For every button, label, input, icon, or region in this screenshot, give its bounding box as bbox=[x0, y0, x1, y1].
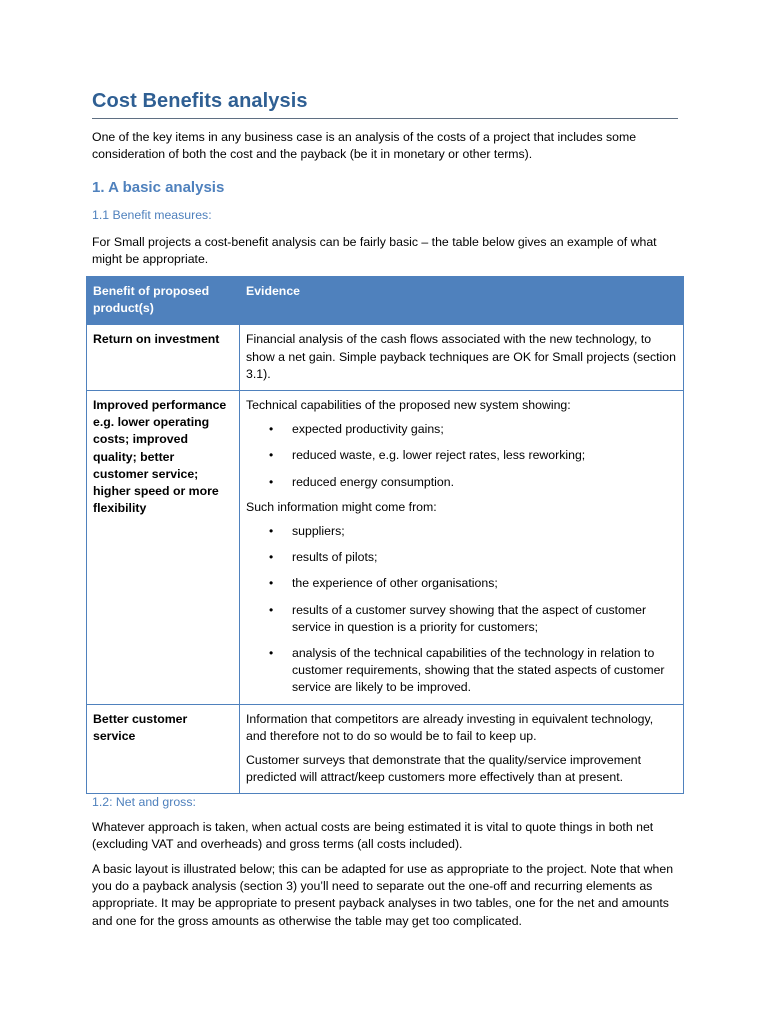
title-underline bbox=[92, 118, 678, 119]
list-item: • results of a customer survey showing that the aspect of customer service in question is a priority for customers; bbox=[269, 602, 647, 634]
section-1-heading: 1. A basic analysis bbox=[92, 179, 225, 196]
list-item: • reduced waste, e.g. lower reject rates, less reworking; bbox=[246, 447, 677, 464]
row-3-benefit: Better customer service bbox=[87, 704, 240, 794]
benefits-table bbox=[86, 276, 684, 794]
header-evidence: Evidence bbox=[240, 277, 684, 325]
section-1-1-paragraph: For Small projects a cost-benefit analysis can be fairly basic – the table below gives an example of what might be appropriate. bbox=[92, 235, 657, 267]
table-row bbox=[87, 325, 684, 391]
bullet-list-sources bbox=[246, 523, 677, 697]
row-2-benefit: Improved performance e.g. lower operating costs; improved quality; better customer service; higher speed or more flexibility bbox=[87, 391, 240, 705]
row-1-benefit: Return on investment bbox=[87, 325, 240, 391]
intro-paragraph: One of the key items in any business case is an analysis of the costs of a project that includes some consideration of both the cost and the payback (be it in monetary or other terms). bbox=[92, 130, 637, 162]
row-1-evidence: Financial analysis of the cash flows associated with the new technology, to show a net gain. Simple payback techniques are OK for Small projects (section 3.1). bbox=[240, 325, 684, 391]
table-row bbox=[87, 704, 684, 794]
row-2-evidence bbox=[240, 391, 684, 705]
bullet-icon: • bbox=[269, 524, 274, 539]
row-2-intro: Technical capabilities of the proposed new system showing: bbox=[246, 398, 571, 413]
table-row bbox=[87, 391, 684, 705]
document-title: Cost Benefits analysis bbox=[92, 90, 308, 112]
table-header-row bbox=[87, 277, 684, 325]
bullet-icon: • bbox=[269, 646, 274, 661]
row-2-mid: Such information might come from: bbox=[246, 499, 437, 514]
row-3-evidence bbox=[240, 704, 684, 794]
section-1-2-paragraph-2: A basic layout is illustrated below; this can be adapted for use as appropriate to the project. Note that when you do a payback analysis (section 3) you’ll need to separate out the one-off and recurring elements as appropriate. It may be appropriate to present payback analyses in two tables, one for the net and amounts and one for the gross amounts as otherwise the table may get too complicated. bbox=[92, 862, 674, 928]
bullet-list-capabilities bbox=[246, 421, 677, 491]
bullet-icon: • bbox=[269, 602, 274, 617]
list-item: • expected productivity gains; bbox=[246, 421, 677, 438]
bullet-icon: • bbox=[269, 576, 274, 591]
bullet-icon: • bbox=[269, 448, 274, 463]
list-item: • the experience of other organisations; bbox=[246, 575, 677, 592]
section-1-2-heading: 1.2: Net and gross: bbox=[92, 795, 196, 809]
list-item: • analysis of the technical capabilities of the technology in relation to customer requirements, showing that the stated aspects of customer service are likely to be improved. bbox=[269, 646, 665, 695]
header-benefit: Benefit of proposed product(s) bbox=[87, 277, 240, 325]
list-item: • suppliers; bbox=[246, 523, 677, 540]
section-1-2-paragraph-1: Whatever approach is taken, when actual costs are being estimated it is vital to quote things in both net (excluding VAT and overheads) and gross terms (all costs included). bbox=[92, 820, 654, 852]
list-item: • results of pilots; bbox=[246, 549, 677, 566]
row-3-paragraph-1: Information that competitors are already investing in equivalent technology, and therefore not to do so would be to fail to keep up. bbox=[246, 711, 654, 743]
bullet-icon: • bbox=[269, 422, 274, 437]
bullet-icon: • bbox=[269, 474, 274, 489]
row-3-paragraph-2: Customer surveys that demonstrate that the quality/service improvement predicted will attract/keep customers more effectively than at present. bbox=[246, 753, 642, 785]
bullet-icon: • bbox=[269, 550, 274, 565]
section-1-1-heading: 1.1 Benefit measures: bbox=[92, 208, 212, 222]
list-item: • reduced energy consumption. bbox=[246, 474, 677, 491]
